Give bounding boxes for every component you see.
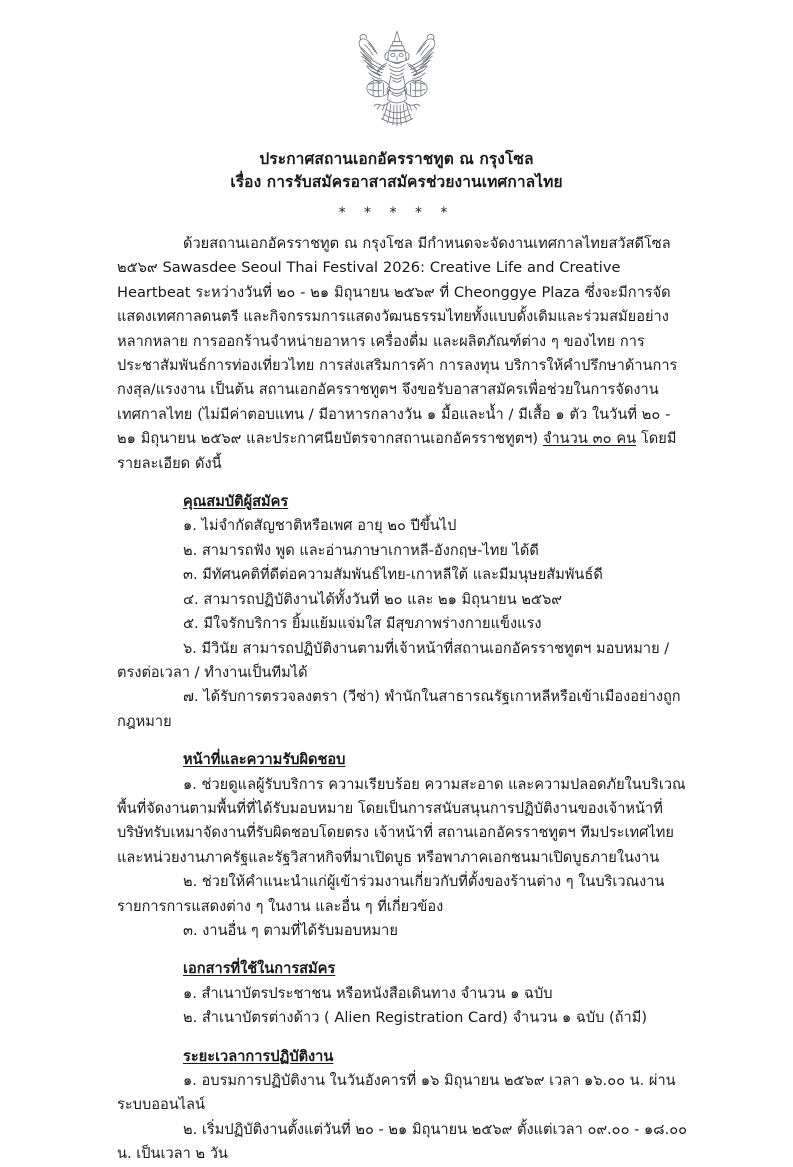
list-item: ๑. ไม่จำกัดสัญชาติหรือเพศ อายุ ๒๐ ปีขึ้นไป: [183, 517, 457, 535]
list-item: ๑. ช่วยดูแลผู้รับบริการ ความเรียบร้อย ความสะอาด และความปลอดภัยในบริเวณพื้นที่จัดงานตามพื้นที่ที่ได้รับมอบหมาย โดยเป็นการสนับสนุนการปฏิบัติงานของเจ้าหน้าที่บริษัทรับเหมาจัดงานที่รับผิดชอบโดยตรง เจ้าหน้าที่ สถานเอกอัครราชทูตฯ ทีมประเทศไทย และหน่วยงานภาครัฐและรัฐวิสาหกิจที่มาเปิดบูธ หรือพาภาคเอกชนมาเปิดบูธภายในงาน: [117, 775, 686, 866]
responsibility-list: [117, 773, 689, 944]
star-separator: * * * * *: [338, 205, 455, 221]
work-period-list: [117, 1069, 689, 1167]
list-item: ๒. เริ่มปฏิบัติงานตั้งแต่วันที่ ๒๐ - ๒๑ มิถุนายน ๒๕๖๙ ตั้งแต่เวลา ๐๙.๐๐ - ๑๘.๐๐ น. เป็นเวลา ๒ วัน: [117, 1120, 688, 1163]
page-title-line-1: ประกาศสถานเอกอัครราชทูต ณ กรุงโซล: [259, 150, 534, 168]
section-documents: [117, 957, 689, 1030]
section-heading-row: [117, 490, 689, 514]
list-item: ๒. ช่วยให้คำแนะนำแก่ผู้เข้าร่วมงานเกี่ยวกับที่ตั้งของร้านต่าง ๆ ในบริเวณงาน รายการการแสดงต่าง ๆ ในงาน และอื่น ๆ ที่เกี่ยวข้อง: [117, 873, 665, 915]
document-list: [117, 982, 689, 1031]
list-item: ๓. งานอื่น ๆ ตามที่ได้รับมอบหมาย: [183, 921, 398, 939]
qualification-list: [117, 514, 689, 734]
list-item: ๔. สามารถปฏิบัติงานได้ทั้งวันที่ ๒๐ และ ๒๑ มิถุนายน ๒๕๖๙: [183, 590, 562, 608]
section-heading: เอกสารที่ใช้ในการสมัคร: [183, 960, 336, 978]
section-heading-row: [117, 748, 689, 772]
section-responsibilities: [117, 748, 689, 943]
section-work-period: [117, 1045, 689, 1167]
title-block: [0, 148, 793, 221]
list-item: ๖. มีวินัย สามารถปฏิบัติงานตามที่เจ้าหน้าที่สถานเอกอัครราชทูตฯ มอบหมาย / ตรงต่อเวลา / ทำงานเป็นทีมได้: [117, 639, 670, 681]
emblem-container: [0, 24, 793, 136]
garuda-emblem: [345, 24, 449, 132]
list-item: ๒. สามารถฟัง พูด และอ่านภาษาเกาหลี-อังกฤษ-ไทย ได้ดี: [183, 541, 539, 559]
intro-tail: โดยมีรายละเอียด ดังนี้: [117, 430, 677, 472]
intro-paragraph: [117, 232, 689, 476]
intro-underlined-count: จำนวน ๓๐ คน: [542, 430, 637, 448]
list-item: ๕. มีใจรักบริการ ยิ้มแย้มแจ่มใส มีสุขภาพร่างกายแข็งแรง: [183, 615, 542, 633]
intro-text: ด้วยสถานเอกอัครราชทูต ณ กรุงโซล มีกำหนดจะจัดงานเทศกาลไทยสวัสดีโซล ๒๕๖๙ Sawasdee Seoul Thai Festival 2026: Creative Life and Creative Heartbeat ระหว่างวันที่ ๒๐ - ๒๑ มิถุนายน ๒๕๖๙ ที่ Cheonggye Plaza ซึ่งจะมีการจัดแสดงเทศกาลดนตรี และกิจกรรมการแสดงวัฒนธรรมไทยทั้งแบบดั้งเดิมและร่วมสมัยอย่างหลากหลาย การออกร้านจำหน่ายอาหาร เครื่องดื่ม และผลิตภัณฑ์ต่าง ๆ ของไทย การประชาสัมพันธ์การท่องเที่ยวไทย การส่งเสริมการค้า การลงทุน บริการให้คำปรึกษาด้านการกงสุล/แรงงาน เป็นต้น สถานเอกอัครราชทูตฯ จึงขอรับอาสาสมัครเพื่อช่วยในการจัดงานเทศกาลไทย (ไม่มีค่าตอบแทน / มีอาหารกลางวัน ๑ มื้อและน้ำ / มีเสื้อ ๑ ตัว ในวันที่ ๒๐ - ๒๑ มิถุนายน ๒๕๖๙ และประกาศนียบัตรจากสถานเอกอัครราชทูตฯ): [117, 235, 678, 448]
section-heading-row: [117, 1045, 689, 1069]
section-heading-row: [117, 957, 689, 981]
document-body: [117, 232, 689, 1167]
section-heading: ระยะเวลาการปฏิบัติงาน: [183, 1047, 334, 1065]
section-qualifications: [117, 490, 689, 734]
list-item: ๑. สำเนาบัตรประชาชน หรือหนังสือเดินทาง จำนวน ๑ ฉบับ: [183, 984, 553, 1002]
list-item: ๓. มีทัศนคติที่ดีต่อความสัมพันธ์ไทย-เกาหลีใต้ และมีมนุษยสัมพันธ์ดี: [183, 566, 603, 584]
list-item: ๒. สำเนาบัตรต่างด้าว ( Alien Registration Card) จำนวน ๑ ฉบับ (ถ้ามี): [183, 1009, 648, 1027]
section-heading: หน้าที่และความรับผิดชอบ: [183, 751, 346, 769]
list-item: ๑. อบรมการปฏิบัติงาน ในวันอังคารที่ ๑๖ มิถุนายน ๒๕๖๙ เวลา ๑๖.๐๐ น. ผ่านระบบออนไลน์: [117, 1072, 676, 1114]
section-heading: คุณสมบัติผู้สมัคร: [183, 493, 289, 511]
list-item: ๗. ได้รับการตรวจลงตรา (วีซ่า) พำนักในสาธารณรัฐเกาหลีหรือเข้าเมืองอย่างถูกกฎหมาย: [117, 688, 681, 730]
page-title-line-2: เรื่อง การรับสมัครอาสาสมัครช่วยงานเทศกาลไทย: [230, 173, 563, 191]
